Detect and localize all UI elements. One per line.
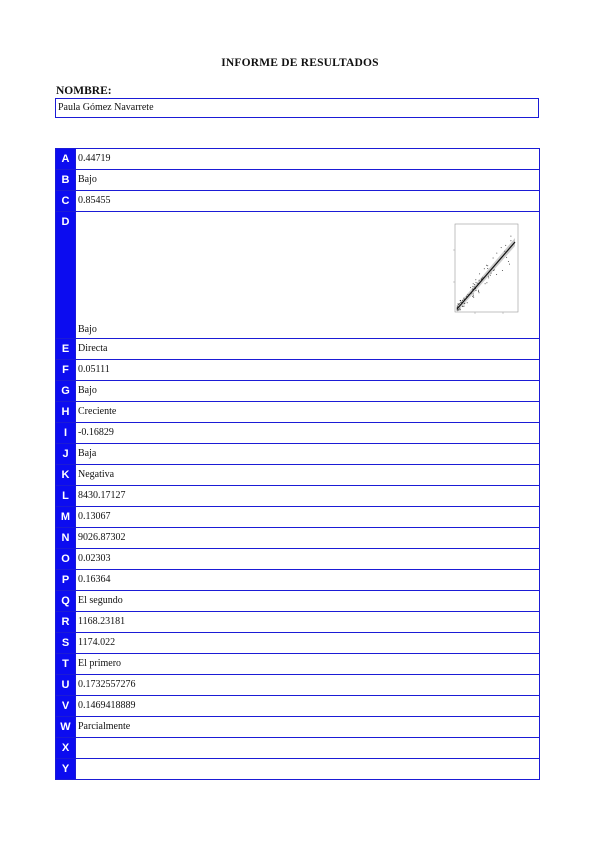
scatter-point bbox=[493, 258, 494, 259]
row-letter: Y bbox=[56, 759, 75, 779]
row-value: 1174.022 bbox=[75, 633, 539, 653]
row-value: -0.16829 bbox=[75, 423, 539, 443]
result-row-m bbox=[56, 506, 539, 527]
scatter-point bbox=[467, 302, 468, 303]
result-row-t bbox=[56, 653, 539, 674]
scatter-point bbox=[505, 245, 506, 246]
row-letter: H bbox=[56, 402, 75, 422]
row-letter: O bbox=[56, 549, 75, 569]
scatter-point bbox=[459, 310, 460, 311]
scatter-plot-thumbnail bbox=[445, 220, 521, 322]
scatter-point bbox=[478, 290, 479, 291]
result-row-i bbox=[56, 422, 539, 443]
result-row-x bbox=[56, 737, 539, 758]
scatter-point bbox=[496, 274, 497, 275]
scatter-point bbox=[459, 303, 460, 304]
scatter-point bbox=[458, 304, 459, 305]
result-row-h bbox=[56, 401, 539, 422]
scatter-point bbox=[460, 302, 461, 303]
regression-line bbox=[457, 242, 515, 309]
result-row-q bbox=[56, 590, 539, 611]
result-row-p bbox=[56, 569, 539, 590]
row-value: 9026.87302 bbox=[75, 528, 539, 548]
scatter-point bbox=[496, 253, 497, 254]
scatter-point bbox=[501, 247, 502, 248]
scatter-point bbox=[509, 264, 510, 265]
scatter-point bbox=[485, 283, 486, 284]
row-value: Bajo bbox=[75, 381, 539, 401]
scatter-point bbox=[462, 300, 463, 301]
scatter-point bbox=[462, 306, 463, 307]
scatter-point bbox=[479, 292, 480, 293]
row-value: El primero bbox=[75, 654, 539, 674]
row-letter: M bbox=[56, 507, 75, 527]
result-row-y bbox=[56, 758, 539, 779]
scatter-point bbox=[472, 296, 473, 297]
scatter-point bbox=[479, 280, 480, 281]
row-letter: U bbox=[56, 675, 75, 695]
scatter-point bbox=[466, 296, 467, 297]
report-title: INFORME DE RESULTADOS bbox=[221, 57, 379, 69]
row-letter: L bbox=[56, 486, 75, 506]
row-value: 0.05111 bbox=[75, 360, 539, 380]
scatter-point bbox=[487, 265, 488, 266]
scatter-point bbox=[476, 282, 477, 283]
scatter-point bbox=[508, 261, 509, 262]
results-table bbox=[55, 148, 540, 780]
scatter-point bbox=[467, 294, 468, 295]
row-letter: K bbox=[56, 465, 75, 485]
row-letter: W bbox=[56, 717, 75, 737]
scatter-point bbox=[502, 270, 503, 271]
row-value: 0.16364 bbox=[75, 570, 539, 590]
row-value: 0.85455 bbox=[75, 191, 539, 211]
result-row-u bbox=[56, 674, 539, 695]
scatter-point bbox=[473, 297, 474, 298]
result-row-o bbox=[56, 548, 539, 569]
row-letter: D bbox=[56, 212, 75, 338]
scatter-point bbox=[457, 306, 458, 307]
result-row-v bbox=[56, 695, 539, 716]
scatter-point bbox=[463, 298, 464, 299]
scatter-point bbox=[482, 277, 483, 278]
scatter-point bbox=[506, 257, 507, 258]
result-row-c bbox=[56, 190, 539, 211]
row-letter: P bbox=[56, 570, 75, 590]
row-value: 0.1469418889 bbox=[75, 696, 539, 716]
name-label: NOMBRE: bbox=[56, 85, 112, 97]
row-letter: X bbox=[56, 738, 75, 758]
scatter-point bbox=[494, 269, 495, 270]
row-value: Bajo bbox=[78, 324, 97, 335]
row-value: 8430.17127 bbox=[75, 486, 539, 506]
row-letter: G bbox=[56, 381, 75, 401]
row-value: El segundo bbox=[75, 591, 539, 611]
result-row-d bbox=[56, 211, 539, 338]
scatter-point bbox=[472, 289, 473, 290]
scatter-point bbox=[488, 277, 489, 278]
row-value: Directa bbox=[75, 339, 539, 359]
row-value: 0.13067 bbox=[75, 507, 539, 527]
result-row-j bbox=[56, 443, 539, 464]
result-row-l bbox=[56, 485, 539, 506]
scatter-point bbox=[460, 309, 461, 310]
row-value: Baja bbox=[75, 444, 539, 464]
name-field: Paula Gómez Navarrete bbox=[55, 98, 539, 118]
row-letter: E bbox=[56, 339, 75, 359]
scatter-point bbox=[488, 276, 489, 277]
scatter-point bbox=[474, 284, 475, 285]
scatter-point bbox=[473, 295, 474, 296]
row-value-with-plot bbox=[75, 212, 539, 338]
row-value: 0.02303 bbox=[75, 549, 539, 569]
result-row-b bbox=[56, 169, 539, 190]
result-row-w bbox=[56, 716, 539, 737]
scatter-point bbox=[510, 236, 511, 237]
scatter-point bbox=[510, 240, 511, 241]
row-letter: V bbox=[56, 696, 75, 716]
row-value: 0.44719 bbox=[75, 149, 539, 169]
scatter-point bbox=[478, 291, 479, 292]
scatter-point bbox=[493, 270, 494, 271]
scatter-point bbox=[487, 268, 488, 269]
row-letter: R bbox=[56, 612, 75, 632]
row-letter: Q bbox=[56, 591, 75, 611]
scatter-point bbox=[464, 303, 465, 304]
scatter-point bbox=[484, 268, 485, 269]
scatter-point bbox=[486, 265, 487, 266]
scatter-point bbox=[473, 294, 474, 295]
row-value bbox=[75, 738, 539, 758]
scatter-point bbox=[459, 308, 460, 309]
row-letter: I bbox=[56, 423, 75, 443]
row-value: 0.1732557276 bbox=[75, 675, 539, 695]
scatter-point bbox=[464, 306, 465, 307]
result-row-k bbox=[56, 464, 539, 485]
scatter-point bbox=[479, 273, 480, 274]
row-value: Bajo bbox=[75, 170, 539, 190]
scatter-point bbox=[486, 282, 487, 283]
result-row-r bbox=[56, 611, 539, 632]
result-row-e bbox=[56, 338, 539, 359]
scatter-point bbox=[490, 275, 491, 276]
row-letter: S bbox=[56, 633, 75, 653]
result-row-a bbox=[56, 149, 539, 169]
result-row-n bbox=[56, 527, 539, 548]
row-value: Creciente bbox=[75, 402, 539, 422]
result-row-f bbox=[56, 359, 539, 380]
result-row-g bbox=[56, 380, 539, 401]
scatter-point bbox=[472, 286, 473, 287]
scatter-point bbox=[473, 283, 474, 284]
row-letter: C bbox=[56, 191, 75, 211]
scatter-point bbox=[475, 279, 476, 280]
scatter-point bbox=[476, 290, 477, 291]
row-letter: N bbox=[56, 528, 75, 548]
row-value bbox=[75, 759, 539, 779]
scatter-point bbox=[491, 273, 492, 274]
row-value: Negativa bbox=[75, 465, 539, 485]
row-value: 1168.23181 bbox=[75, 612, 539, 632]
row-letter: A bbox=[56, 149, 75, 169]
row-letter: T bbox=[56, 654, 75, 674]
scatter-point bbox=[460, 300, 461, 301]
row-letter: F bbox=[56, 360, 75, 380]
row-letter: B bbox=[56, 170, 75, 190]
row-letter: J bbox=[56, 444, 75, 464]
result-row-s bbox=[56, 632, 539, 653]
scatter-point bbox=[504, 251, 505, 252]
scatter-point bbox=[470, 287, 471, 288]
row-value: Parcialmente bbox=[75, 717, 539, 737]
scatter-point bbox=[481, 278, 482, 279]
